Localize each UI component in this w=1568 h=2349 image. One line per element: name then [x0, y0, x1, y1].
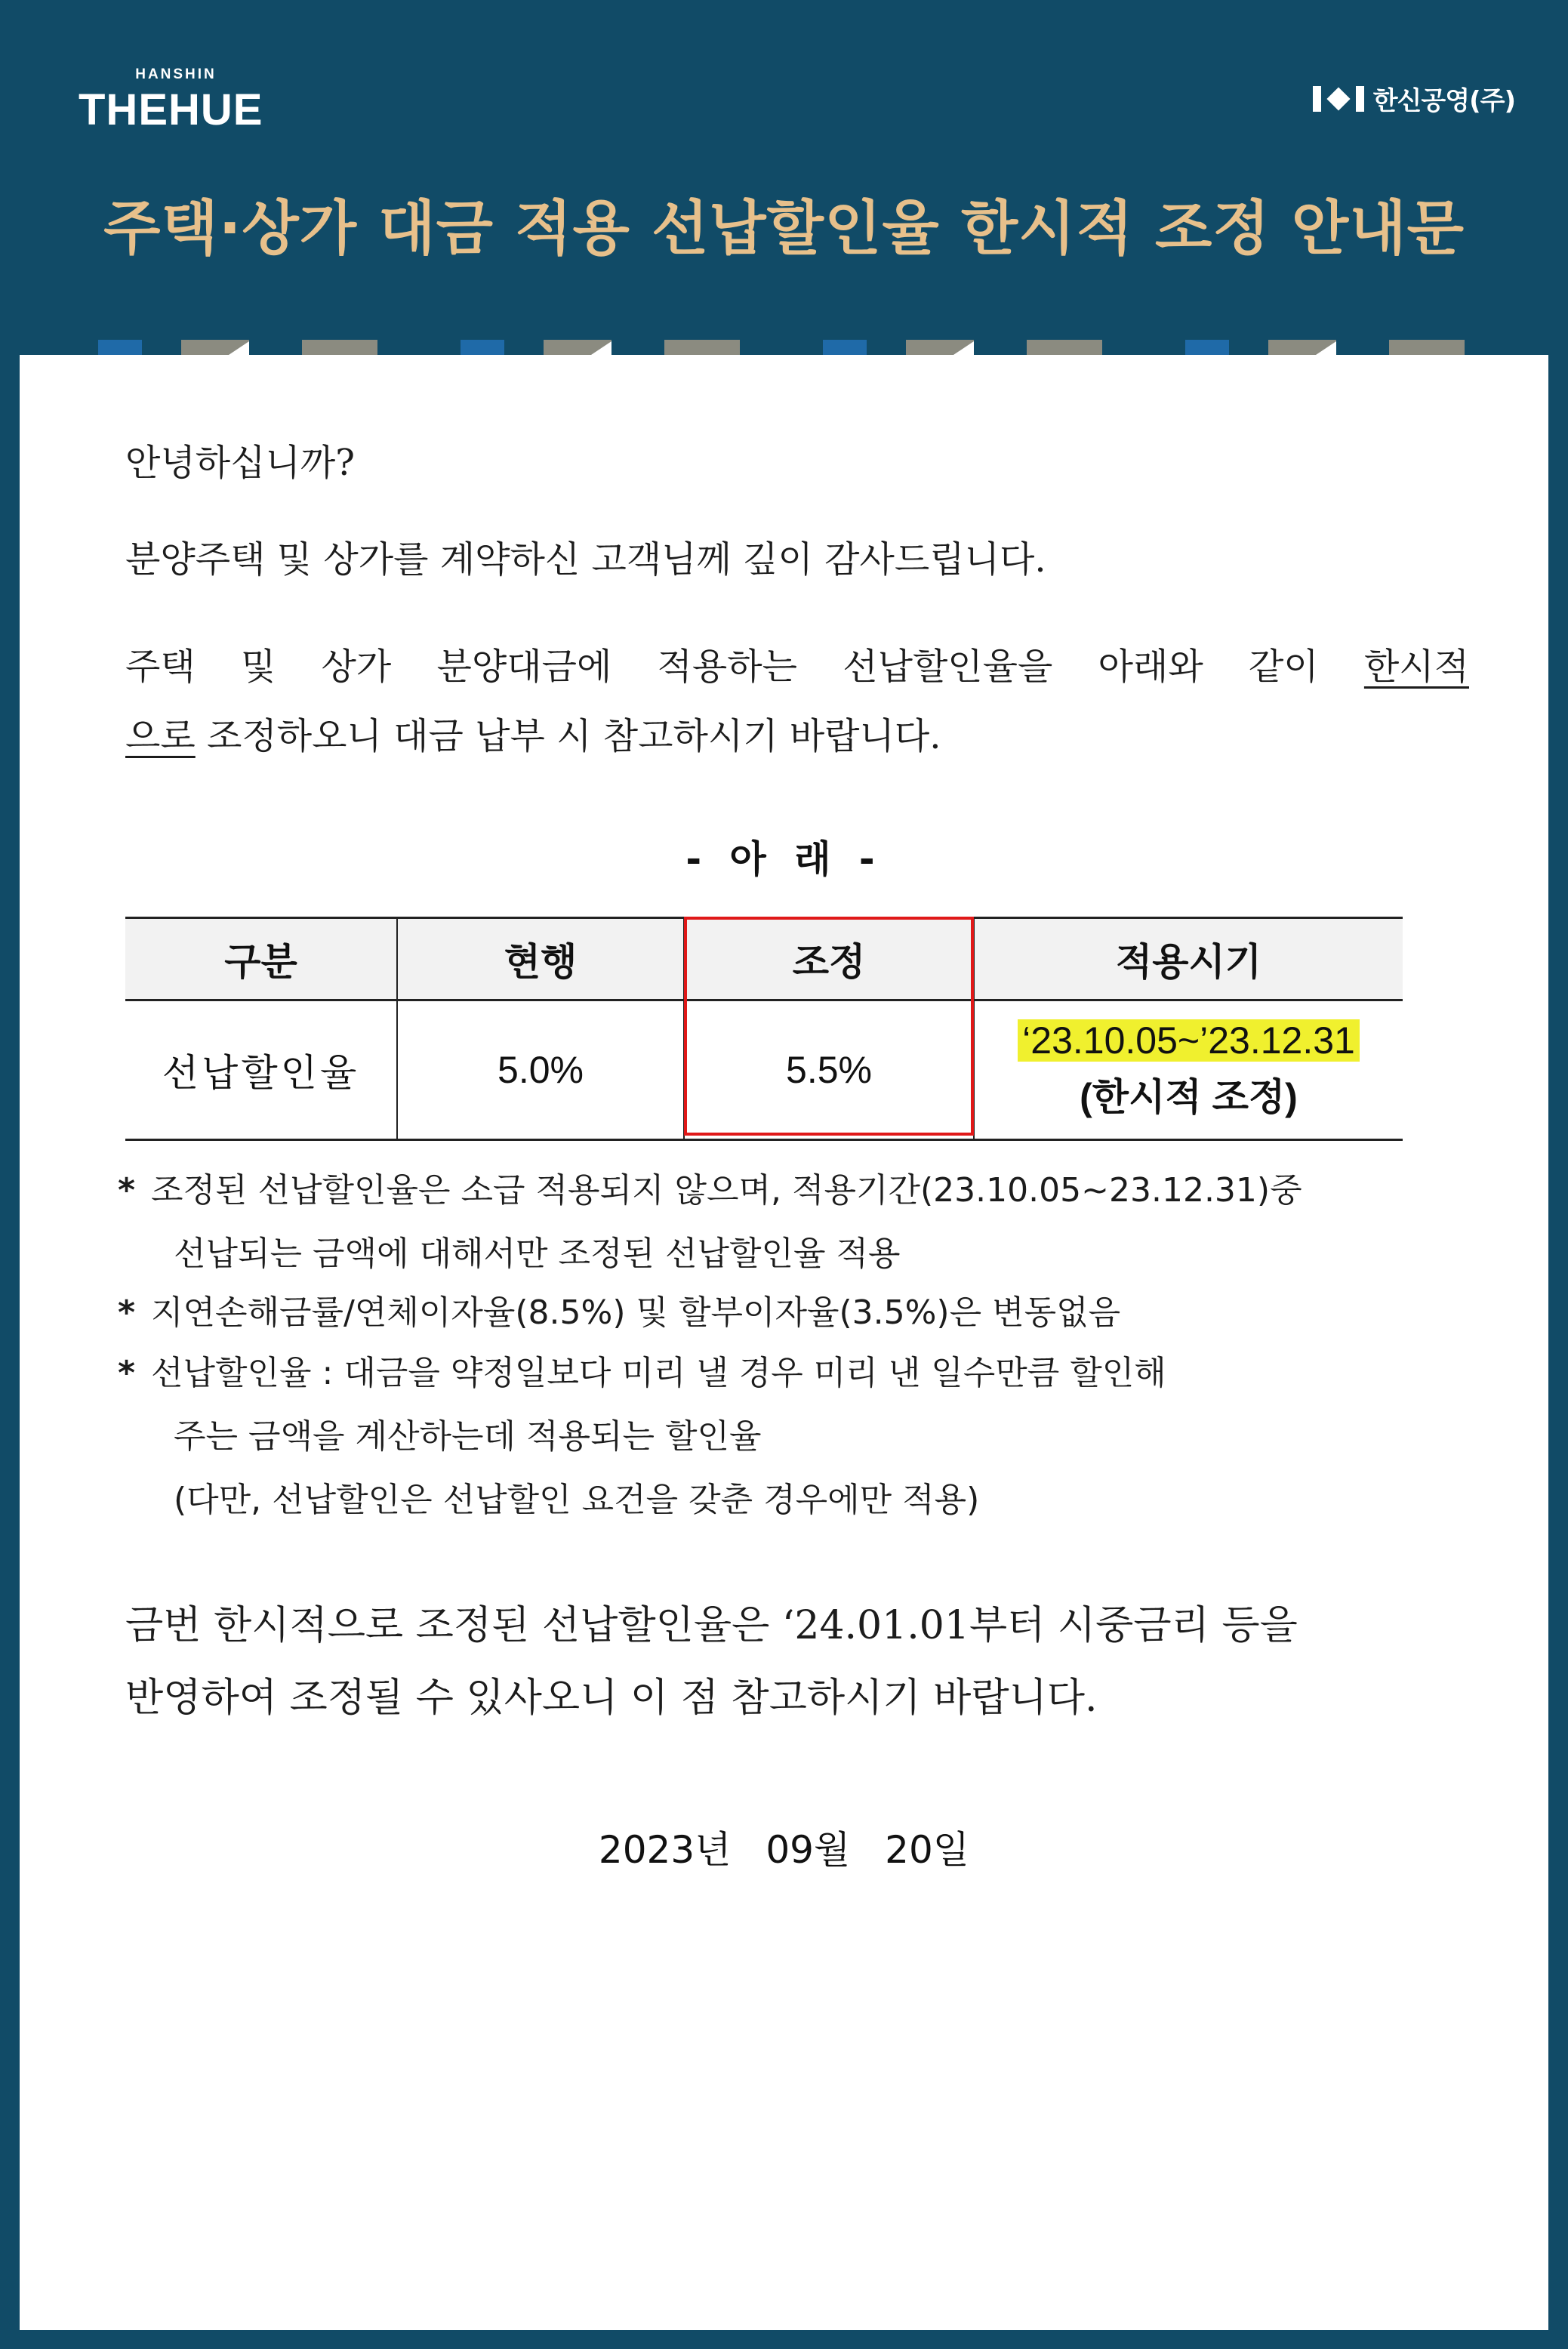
cell-category: 선납할인율: [125, 1000, 397, 1140]
underlined-temporary: 한시적: [1363, 646, 1469, 688]
closing-paragraph: 금번 한시적으로 조정된 선납할인율은 ‘24.01.01부터 시중금리 등을 반영하여 조정될 수 있사오니 이 점 참고하시기 바랍니다.: [125, 1603, 1298, 1721]
note-3: * 선납할인율 : 대금을 약정일보다 미리 낼 경우 미리 낸 일수만큼 할인해 주는 금액을 계산하는데 적용되는 할인율 (다만, 선납할인은 선납할인 요건을 갖춘 경우에만 적용): [118, 1354, 1166, 1519]
header-adjusted: 조정: [684, 918, 974, 1000]
greeting: 안녕하십니까?: [125, 442, 355, 484]
header-period: 적용시기: [974, 918, 1403, 1000]
corporate-mark-icon: [1313, 86, 1364, 112]
notice-sheet: [20, 355, 1548, 2330]
cell-current: 5.0%: [397, 1000, 684, 1140]
adjusted-highlight-box: [684, 917, 974, 1136]
cell-period: [974, 1000, 1403, 1140]
corporate-name: 한신공영(주): [1372, 86, 1515, 116]
brand-big-text: THEHUE: [79, 85, 263, 134]
body-line-2: 으로 조정하오니 대금 납부 시 참고하시기 바랍니다.: [125, 715, 941, 757]
note-star-icon: *: [118, 1171, 136, 1210]
thanks-paragraph: 분양주택 및 상가를 계약하신 고객님께 깊이 감사드립니다.: [125, 538, 1046, 581]
corporate-logo: [1313, 80, 1515, 117]
period-highlight: ‘23.10.05~’23.12.31: [1018, 1019, 1360, 1062]
note-2: * 지연손해금률/연체이자율(8.5%) 및 할부이자율(3.5%)은 변동없음: [118, 1293, 1121, 1332]
body-line-1: 주택 및 상가 분양대금에 적용하는 선납할인율을 아래와 같이 한시적: [125, 646, 1469, 688]
note-star-icon: *: [118, 1293, 136, 1332]
note-star-icon: *: [118, 1354, 136, 1392]
cell-adjusted: 5.5%: [684, 1000, 974, 1140]
decorative-stripe: [0, 340, 1568, 356]
page-title: 주택·상가 대금 적용 선납할인율 한시적 조정 안내문: [103, 195, 1465, 263]
underlined-suffix: 으로: [125, 715, 196, 757]
note-1: * 조정된 선납할인율은 소급 적용되지 않으며, 적용기간(23.10.05~23.12.31)중 선납되는 금액에 대해서만 조정된 선납할인율 적용: [118, 1171, 1302, 1273]
hanshin-thehue-logo: [79, 66, 273, 133]
brand-small-text: HANSHIN: [135, 66, 217, 82]
header: [0, 0, 1568, 355]
header-category: 구분: [125, 918, 397, 1000]
period-note: (한시적 조정): [1080, 1076, 1298, 1118]
header-current: 현행: [397, 918, 684, 1000]
section-mark: - 아 래 -: [685, 837, 883, 881]
notice-date: 2023년 09월 20일: [598, 1828, 970, 1872]
